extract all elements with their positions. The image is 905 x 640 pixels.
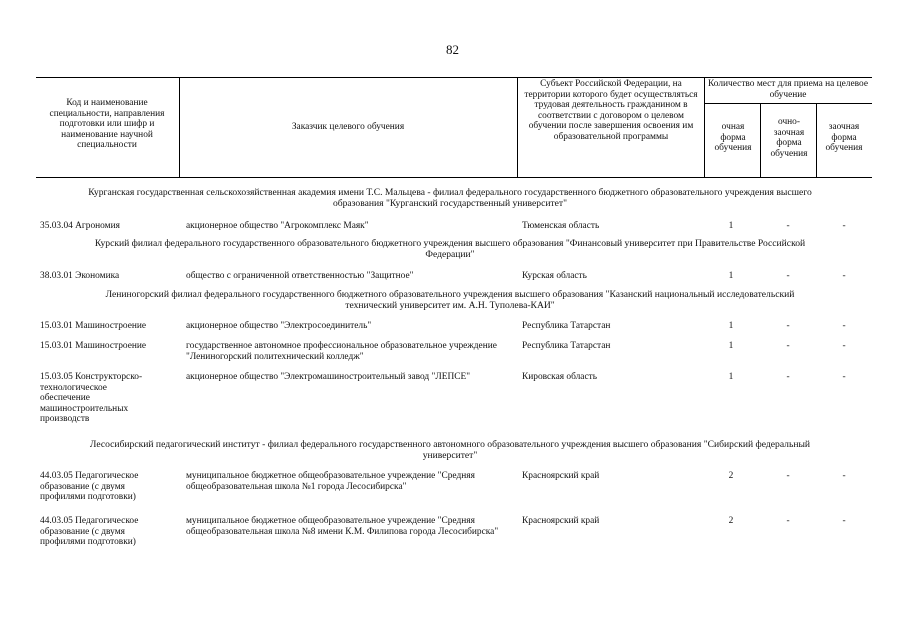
table-header-bottom-rule xyxy=(36,177,872,178)
header-part-time: очно-заочная форма обучения xyxy=(770,117,808,159)
row-code: 38.03.01 Экономика xyxy=(40,271,120,281)
row-correspondence: - xyxy=(842,471,846,481)
row-correspondence: - xyxy=(842,321,846,331)
row-correspondence: - xyxy=(842,516,846,526)
row-customer: общество с ограниченной ответственностью "Защитное" xyxy=(186,271,414,281)
table-top-rule xyxy=(36,77,872,78)
row-code: 15.03.05 Конструкторско-технологическое обеспечение машиностроительных производств xyxy=(40,372,143,424)
row-full-time: 2 xyxy=(728,471,734,481)
row-correspondence: - xyxy=(842,372,846,382)
row-code: 15.03.01 Машиностроение xyxy=(40,341,147,351)
row-correspondence: - xyxy=(842,341,846,351)
section-title: Лениногорский филиал федерального государственного бюджетного образовательного учреждения высшего образования "Казанский национальный исследовательский технический университет им. А.Н. Туполева-КАИ" xyxy=(105,289,795,311)
row-region: Курская область xyxy=(522,271,587,281)
row-full-time: 1 xyxy=(728,221,734,231)
col-divider-2 xyxy=(517,77,518,177)
row-region: Красноярский край xyxy=(522,471,600,481)
section-title: Лесосибирский педагогический институт - филиал федерального государственного автономного образовательного учреждения высшего образования "Сибирский федеральный университет" xyxy=(89,439,811,461)
row-customer: муниципальное бюджетное общеобразовательное учреждение "Средняя общеобразовательная школа №1 города Лесосибирска" xyxy=(186,471,475,492)
row-correspondence: - xyxy=(842,271,846,281)
row-customer: государственное автономное профессиональное образовательное учреждение "Лениногорский политехнический колледж" xyxy=(186,341,497,362)
row-customer: акционерное общество "Электросоединитель" xyxy=(186,321,372,331)
section-title: Курганская государственная сельскохозяйственная академия имени Т.С. Мальцева - филиал федерального государственного бюджетного образовательного учреждения высшего образования "Курганский государственный университет" xyxy=(88,187,812,209)
section-title: Курский филиал федерального государственного образовательного бюджетного учреждения высшего образования "Финансовый университет при Правительстве Российской Федерации" xyxy=(94,238,806,260)
row-part-time: - xyxy=(786,372,790,382)
row-full-time: 2 xyxy=(728,516,734,526)
row-region: Красноярский край xyxy=(522,516,600,526)
page-number: 82 xyxy=(446,42,459,57)
row-part-time: - xyxy=(786,471,790,481)
row-full-time: 1 xyxy=(728,271,734,281)
row-part-time: - xyxy=(786,271,790,281)
header-code: Код и наименование специальности, направления подготовки или шифр и наименование научной специальности xyxy=(49,98,165,150)
row-region: Тюменская область xyxy=(522,221,600,231)
col-divider-4 xyxy=(760,103,761,177)
row-part-time: - xyxy=(786,321,790,331)
col-divider-1 xyxy=(179,77,180,177)
header-correspondence: заочная форма обучения xyxy=(825,122,863,153)
row-part-time: - xyxy=(786,341,790,351)
row-part-time: - xyxy=(786,516,790,526)
header-customer: Заказчик целевого обучения xyxy=(291,122,405,132)
row-code: 15.03.01 Машиностроение xyxy=(40,321,147,331)
header-full-time: очная форма обучения xyxy=(714,122,752,153)
row-full-time: 1 xyxy=(728,372,734,382)
places-subheader-rule xyxy=(704,103,872,104)
col-divider-5 xyxy=(816,103,817,177)
row-customer: акционерное общество "Электромашиностроительный завод "ЛЕПСЕ" xyxy=(186,372,471,382)
row-customer: акционерное общество "Агрокомплекс Маяк" xyxy=(186,221,369,231)
row-code: 44.03.05 Педагогическое образование (с двумя профилями подготовки) xyxy=(40,516,139,547)
header-places: Количество мест для приема на целевое обучение xyxy=(708,79,868,100)
row-full-time: 1 xyxy=(728,321,734,331)
row-region: Кировская область xyxy=(522,372,598,382)
row-part-time: - xyxy=(786,221,790,231)
row-code: 35.03.04 Агрономия xyxy=(40,221,120,231)
row-region: Республика Татарстан xyxy=(522,341,611,351)
row-region: Республика Татарстан xyxy=(522,321,611,331)
row-correspondence: - xyxy=(842,221,846,231)
header-subject: Субъект Российской Федерации, на территории которого будет осуществляться трудовая деятельность гражданином в соответствии с договором о целевом обучении после завершения освоения им образовательной программы xyxy=(524,79,698,142)
row-full-time: 1 xyxy=(728,341,734,351)
row-customer: муниципальное бюджетное общеобразовательное учреждение "Средняя общеобразовательная школа №8 имени К.М. Филипова города Лесосибирска" xyxy=(186,516,499,537)
col-divider-3 xyxy=(704,77,705,177)
row-code: 44.03.05 Педагогическое образование (с двумя профилями подготовки) xyxy=(40,471,139,502)
